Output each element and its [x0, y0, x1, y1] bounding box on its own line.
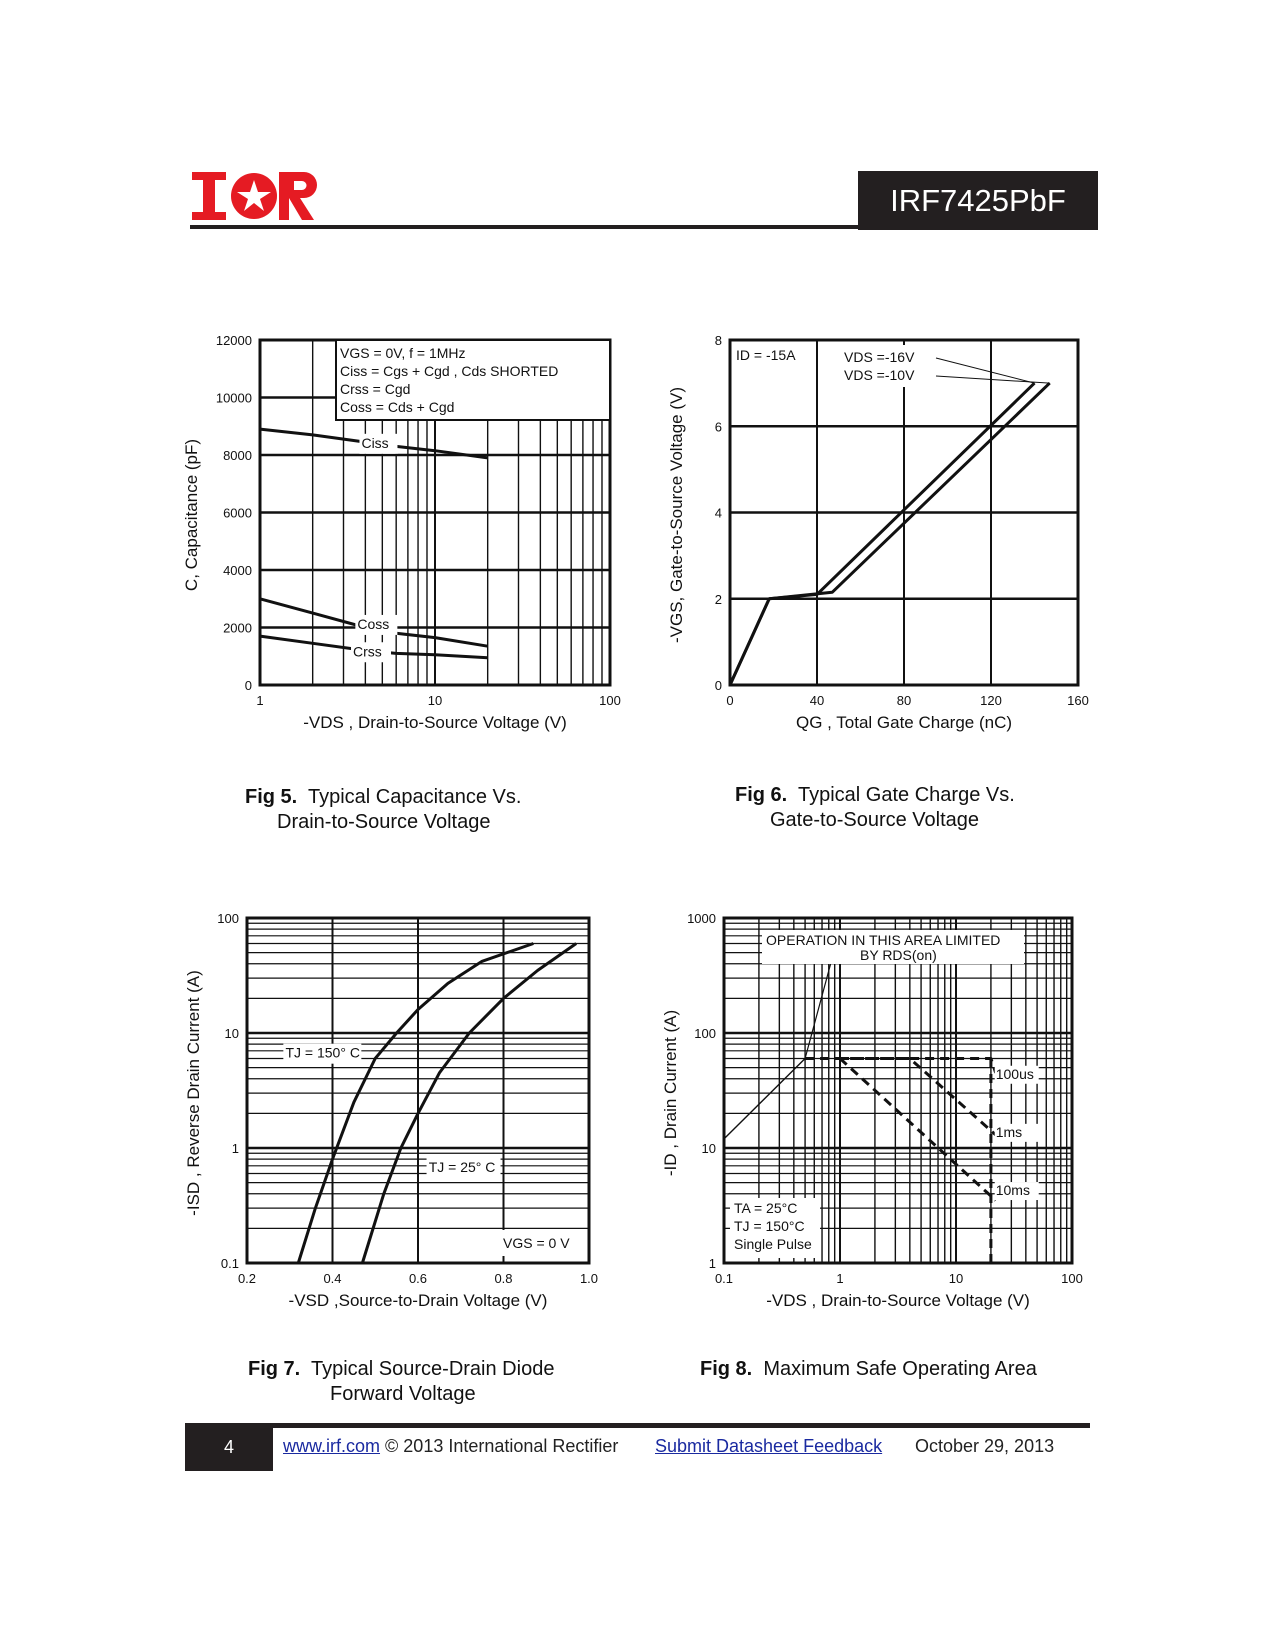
fig6-line2: Gate-to-Source Voltage: [770, 809, 980, 831]
fig8-chart: [662, 908, 1102, 1313]
header-rule: [190, 225, 858, 229]
fig8-ylabel: -ID , Drain Current (A): [661, 1009, 680, 1177]
fig7-caption: [248, 1357, 554, 1407]
fig7-xlabel: -VSD ,Source-to-Drain Voltage (V): [288, 1291, 548, 1310]
page-number: 4: [185, 1423, 273, 1471]
fig5-num: Fig 5.: [245, 786, 298, 808]
fig7-vgs-annotation: VGS = 0 V: [503, 1235, 570, 1251]
fig5-legend-line4: Coss = Cds + Cgd: [340, 399, 455, 415]
footer-rule: [185, 1423, 1090, 1428]
fig5-xlabel: -VDS , Drain-to-Source Voltage (V): [303, 713, 567, 732]
copyright-text: © 2013 International Rectifier: [385, 1436, 619, 1456]
fig5-legend-line1: VGS = 0V, f = 1MHz: [340, 345, 466, 361]
fig6-xlabel: QG , Total Gate Charge (nC): [795, 713, 1013, 732]
fig6-line1: Typical Gate Charge Vs.: [798, 784, 1015, 806]
footer-left: [283, 1436, 618, 1457]
fig5-series-label-0: Ciss: [361, 434, 389, 451]
fig7-xtick-0: 0.2: [237, 1271, 257, 1286]
fig5-line2: Drain-to-Source Voltage: [277, 811, 491, 833]
fig7-ylabel: -ISD , Reverse Drain Current (A): [184, 970, 203, 1216]
fig8-ytick-1: 10: [701, 1141, 716, 1156]
fig7-ytick-1: 1: [231, 1141, 239, 1156]
fig7-series-label-1: TJ = 25° C: [428, 1158, 496, 1175]
fig5-xtick-0: 1: [256, 693, 264, 708]
fig7-chart: [185, 908, 625, 1313]
fig7-line2: Forward Voltage: [330, 1383, 476, 1405]
website-link[interactable]: www.irf.com: [283, 1436, 381, 1456]
fig7-line1: Typical Source-Drain Diode: [311, 1358, 555, 1380]
fig5-line1: Typical Capacitance Vs.: [308, 786, 522, 808]
fig7-ytick-3: 100: [217, 911, 239, 926]
fig8-tj: TJ = 150°C: [734, 1218, 805, 1234]
fig5-ytick-3: 6000: [223, 505, 252, 521]
fig8-series-label-1: 1ms: [995, 1123, 1023, 1140]
fig5-legend-line2: Ciss = Cgs + Cgd , Cds SHORTED: [340, 363, 559, 379]
fig8-xtick-1: 1: [836, 1271, 844, 1286]
fig7-num: Fig 7.: [248, 1358, 301, 1380]
fig7-xtick-1: 0.4: [323, 1271, 342, 1286]
ir-logo: [190, 168, 320, 229]
fig8-line1: Maximum Safe Operating Area: [763, 1358, 1037, 1380]
fig6-ytick-4: 8: [714, 333, 722, 348]
fig7-xtick-2: 0.6: [408, 1271, 428, 1286]
fig5-ytick-6: 12000: [215, 333, 252, 348]
fig5-series-label-1: Coss: [357, 615, 390, 632]
fig8-series-3: [840, 1059, 996, 1201]
fig8-single-pulse: Single Pulse: [734, 1236, 812, 1252]
fig8-series-label-2: 10ms: [995, 1182, 1030, 1199]
fig6-series-label-1: VDS =-10V: [844, 367, 915, 383]
fig5-legend-line3: Crss = Cgd: [340, 381, 411, 397]
fig8-ytick-0: 1: [708, 1256, 716, 1271]
fig8-series-0: [724, 1059, 805, 1139]
fig7-ytick-2: 10: [224, 1026, 239, 1041]
footer-date: October 29, 2013: [915, 1436, 1055, 1456]
fig5-series-label-2: Crss: [353, 643, 382, 660]
fig8-ta: TA = 25°C: [734, 1200, 798, 1216]
fig8-ytick-2: 100: [694, 1026, 716, 1041]
fig6-xtick-1: 40: [809, 693, 825, 708]
fig5-ytick-0: 0: [244, 678, 252, 693]
fig7-series-0: [298, 944, 533, 1264]
fig8-xlabel: -VDS , Drain-to-Source Voltage (V): [766, 1291, 1030, 1310]
fig6-series-0: [730, 383, 1035, 685]
fig8-series-1: [805, 1059, 996, 1073]
fig5-caption: [245, 785, 521, 835]
fig6-xtick-4: 160: [1067, 693, 1089, 708]
fig7-xtick-4: 1.0: [579, 1271, 599, 1286]
fig8-caption: [700, 1357, 1037, 1382]
fig5-ylabel: C, Capacitance (pF): [182, 438, 201, 592]
fig5-xtick-2: 100: [599, 693, 621, 708]
fig8-xtick-0: 0.1: [714, 1271, 734, 1286]
fig8-num: Fig 8.: [700, 1358, 753, 1380]
fig6-num: Fig 6.: [735, 784, 788, 806]
fig6-ytick-1: 2: [714, 591, 722, 607]
fig6-chart: [668, 330, 1098, 735]
fig6-id-annotation: ID = -15A: [736, 347, 796, 363]
fig6-xtick-0: 0: [726, 693, 734, 708]
fig6-ytick-3: 6: [714, 419, 722, 435]
fig5-ytick-2: 4000: [223, 563, 252, 578]
fig5-ytick-5: 10000: [215, 390, 252, 406]
fig5-xtick-1: 10: [427, 693, 443, 708]
fig6-leader-1: [936, 376, 1050, 383]
fig6-ytick-2: 4: [714, 505, 722, 521]
fig6-ylabel: -VGS, Gate-to-Source Voltage (V): [667, 386, 686, 644]
fig5-svg: [180, 330, 640, 730]
fig7-ytick-0: 0.1: [220, 1256, 239, 1271]
fig8-svg: [662, 908, 1102, 1308]
fig8-series-2: [840, 1059, 996, 1135]
fig8-limit-line2: BY RDS(on): [860, 947, 937, 963]
fig6-series-label-0: VDS =-16V: [844, 349, 915, 365]
fig6-series-1: [730, 383, 1050, 685]
fig6-xtick-2: 80: [896, 693, 912, 708]
fig8-xtick-3: 100: [1061, 1271, 1083, 1286]
fig8-series-label-0: 100us: [995, 1065, 1034, 1082]
fig5-ytick-4: 8000: [223, 448, 252, 463]
fig7-series-1: [362, 944, 576, 1264]
fig7-xtick-3: 0.8: [494, 1271, 513, 1286]
fig6-ytick-0: 0: [714, 678, 722, 693]
fig8-limit-line1: OPERATION IN THIS AREA LIMITED: [766, 932, 1001, 948]
fig5-chart: [180, 330, 640, 735]
footer-feedback: [655, 1436, 882, 1457]
part-number-title: IRF7425PbF: [858, 171, 1098, 230]
fig5-ytick-1: 2000: [223, 620, 252, 636]
fig8-ytick-3: 1000: [687, 911, 716, 926]
fig7-svg: [185, 908, 625, 1308]
fig6-caption: [735, 783, 1015, 833]
fig7-series-label-0: TJ = 150° C: [285, 1044, 360, 1061]
fig6-svg: [668, 330, 1098, 730]
fig8-xtick-2: 10: [948, 1271, 964, 1286]
fig6-xtick-3: 120: [980, 693, 1002, 708]
feedback-link[interactable]: Submit Datasheet Feedback: [655, 1436, 883, 1456]
